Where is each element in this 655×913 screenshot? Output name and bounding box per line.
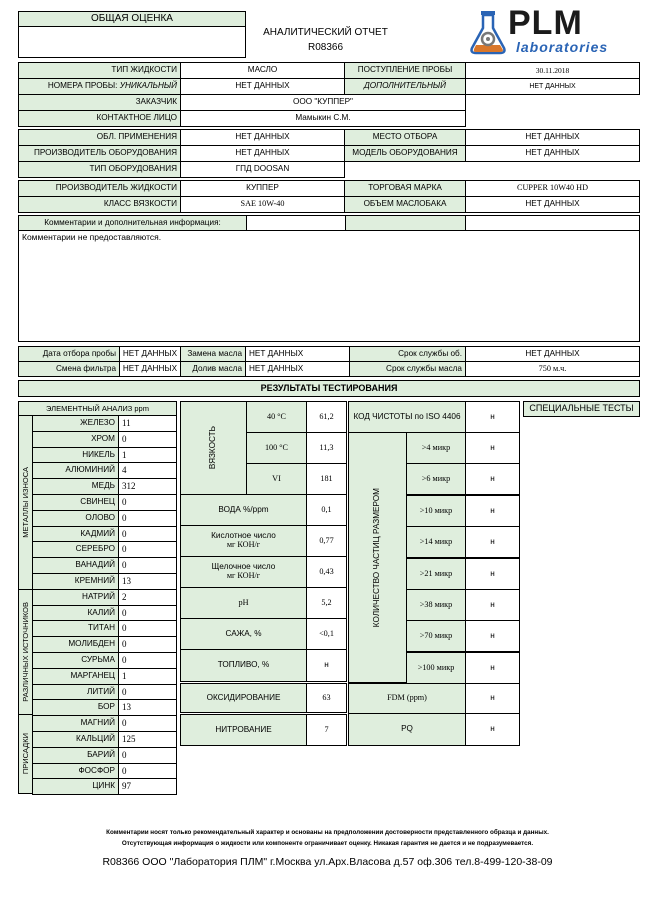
element-value: 2 <box>118 589 177 606</box>
element-name: ФОСФОР <box>32 763 119 780</box>
fdm-label: FDM (ppm) <box>348 683 466 714</box>
oxidation-label: ОКСИДИРОВАНИЕ <box>180 683 307 713</box>
additional-value: НЕТ ДАННЫХ <box>465 78 640 95</box>
special-tests-label: СПЕЦИАЛЬНЫЕ ТЕСТЫ <box>523 401 640 417</box>
logo-subtext: laboratories <box>516 39 609 55</box>
element-value: 0 <box>118 605 177 622</box>
element-value: 0 <box>118 620 177 637</box>
particles-group-text: КОЛИЧЕСТВО ЧАСТИЦ РАЗМЕРОМ <box>372 487 382 628</box>
base-number-value: 0,43 <box>306 556 347 588</box>
element-value: 11 <box>118 415 177 432</box>
particle-size-label: >6 микр <box>406 463 466 495</box>
soot-label: САЖА, % <box>180 618 307 650</box>
element-value: 0 <box>118 684 177 701</box>
ph-label: pH <box>180 587 307 619</box>
customer-value: ООО "КУППЕР" <box>180 94 466 111</box>
vi-value: 181 <box>306 463 347 495</box>
element-value: 0 <box>118 494 177 511</box>
elemental-header: ЭЛЕМЕНТНЫЙ АНАЛИЗ ppm <box>18 401 177 416</box>
particle-count-value: н <box>465 589 520 621</box>
disclaimer-line-2: Отсутствующая информация о жидкости или компоненте ограничивает оценку. Никакая гарантия не дается и не подразумевается. <box>121 839 534 847</box>
element-name: БОР <box>32 699 119 716</box>
element-name: КАДМИЙ <box>32 526 119 543</box>
sample-date-value: НЕТ ДАННЫХ <box>119 346 181 362</box>
element-name: ЖЕЛЕЗО <box>32 415 119 432</box>
base-number-label-1: Щелочное число <box>211 562 276 572</box>
oxidation-value: 63 <box>306 683 347 713</box>
group-wear-metals <box>18 415 33 590</box>
iso-code-value: н <box>465 401 520 433</box>
element-name: КАЛЬЦИЙ <box>32 731 119 748</box>
element-value: 13 <box>118 699 177 716</box>
water-label: ВОДА %/ppm <box>180 494 307 526</box>
element-name: СУРЬМА <box>32 652 119 669</box>
element-value: 0 <box>118 763 177 780</box>
element-name: МОЛИБДЕН <box>32 636 119 653</box>
receipt-value: 30.11.2018 <box>465 62 640 79</box>
particle-size-label: >70 микр <box>406 620 466 652</box>
group-various-sources-text: РАЗЛИЧНЫХ ИСТОЧНИКОВ <box>20 602 30 702</box>
equipment-type-value: ГПД DOOSAN <box>180 161 345 178</box>
oil-volume-value: НЕТ ДАННЫХ <box>465 196 640 213</box>
oil-change-value: НЕТ ДАННЫХ <box>245 346 350 362</box>
oil-volume-label: ОБЪЕМ МАСЛОБАКА <box>344 196 466 213</box>
application-label: ОБЛ. ПРИМЕНЕНИЯ <box>18 129 181 146</box>
soot-value: <0,1 <box>306 618 347 650</box>
element-name: ЦИНК <box>32 778 119 795</box>
particles-group <box>348 432 407 683</box>
equipment-type-label: ТИП ОБОРУДОВАНИЯ <box>18 161 181 178</box>
sample-numbers-label-text: НОМЕРА ПРОБЫ: <box>47 81 118 91</box>
plm-logo <box>466 4 638 58</box>
element-value: 0 <box>118 652 177 669</box>
element-value: 0 <box>118 510 177 527</box>
sample-date-label: Дата отбора пробы <box>18 346 120 362</box>
logo-text: PLM <box>508 4 583 42</box>
element-name: СВИНЕЦ <box>32 494 119 511</box>
oil-topup-label: Долив масла <box>180 361 246 377</box>
element-name: АЛЮМИНИЙ <box>32 462 119 479</box>
customer-label: ЗАКАЗЧИК <box>18 94 181 111</box>
element-value: 97 <box>118 778 177 795</box>
element-name: НИКЕЛЬ <box>32 447 119 464</box>
additional-label-text: ДОПОЛНИТЕЛЬНЫЙ <box>364 81 446 91</box>
element-name: ВАНАДИЙ <box>32 557 119 574</box>
particle-size-label: >38 микр <box>406 589 466 621</box>
group-various-sources <box>18 589 33 715</box>
contact-value: Мамыкин С.М. <box>180 110 466 127</box>
fluid-maker-value: КУППЕР <box>180 180 345 197</box>
comments-label: Комментарии и дополнительная информация: <box>18 215 247 231</box>
fluid-maker-label: ПРОИЗВОДИТЕЛЬ ЖИДКОСТИ <box>18 180 181 197</box>
group-wear-metals-text: МЕТАЛЛЫ ИЗНОСА <box>20 467 30 538</box>
element-name: ХРОМ <box>32 431 119 448</box>
element-value: 0 <box>118 526 177 543</box>
equipment-model-value: НЕТ ДАННЫХ <box>465 145 640 162</box>
element-value: 312 <box>118 478 177 495</box>
ph-value: 5,2 <box>306 587 347 619</box>
element-name: ОЛОВО <box>32 510 119 527</box>
disclaimer-line-1: Комментарии носят только рекомендательный характер и основаны на предположении достоверности представленного образца и данных. <box>106 828 549 836</box>
element-value: 0 <box>118 557 177 574</box>
fdm-value: н <box>465 683 520 714</box>
base-number-label-2: мг КОН/г <box>226 571 261 580</box>
particle-count-value: н <box>465 526 520 558</box>
particle-count-value: н <box>465 620 520 652</box>
particle-count-value: н <box>465 495 520 527</box>
report-number: R08366 <box>307 41 344 53</box>
equipment-life-label: Срок службы об. <box>349 346 466 362</box>
element-value: 13 <box>118 573 177 590</box>
water-value: 0,1 <box>306 494 347 526</box>
brand-value: CUPPER 10W40 HD <box>465 180 640 197</box>
group-additives-text: ПРИСАДКИ <box>20 733 30 775</box>
comments-box: Комментарии не предоставляются. <box>18 230 640 342</box>
receipt-label: ПОСТУПЛЕНИЕ ПРОБЫ <box>344 62 466 79</box>
element-name: МЕДЬ <box>32 478 119 495</box>
particle-count-value: н <box>465 463 520 495</box>
oil-life-value: 750 м.ч. <box>465 361 640 377</box>
element-name: КАЛИЙ <box>32 605 119 622</box>
fuel-value: н <box>306 649 347 682</box>
particle-size-label: >4 микр <box>406 432 466 464</box>
element-value: 1 <box>118 668 177 685</box>
element-value: 4 <box>118 462 177 479</box>
viscosity-class-label: КЛАСС ВЯЗКОСТИ <box>18 196 181 213</box>
element-value: 0 <box>118 636 177 653</box>
equipment-model-label: МОДЕЛЬ ОБОРУДОВАНИЯ <box>344 145 466 162</box>
nitration-label: НИТРОВАНИЕ <box>180 714 307 746</box>
base-number-label <box>180 556 307 588</box>
acid-number-label <box>180 525 307 557</box>
acid-number-value: 0,77 <box>306 525 347 557</box>
visc-40-value: 61,2 <box>306 401 347 433</box>
visc-100-value: 11,3 <box>306 432 347 464</box>
element-name: БАРИЙ <box>32 747 119 764</box>
fuel-label: ТОПЛИВО, % <box>180 649 307 682</box>
contact-label: КОНТАКТНОЕ ЛИЦО <box>18 110 181 127</box>
equipment-life-value: НЕТ ДАННЫХ <box>465 346 640 362</box>
element-value: 0 <box>118 747 177 764</box>
visc-40-label: 40 °С <box>246 401 307 433</box>
visc-100-label: 100 °С <box>246 432 307 464</box>
oil-topup-value: НЕТ ДАННЫХ <box>245 361 350 377</box>
viscosity-group-text: ВЯЗКОСТЬ <box>208 426 218 470</box>
overall-rating-value <box>18 26 246 58</box>
flask-icon <box>466 8 510 56</box>
vi-label: VI <box>246 463 307 495</box>
particle-count-value: н <box>465 652 520 684</box>
filter-change-label: Смена фильтра <box>18 361 120 377</box>
lab-address: R08366 ООО "Лаборатория ПЛМ" г.Москва ул.Арх.Власова д.57 оф.306 тел.8-499-120-38-09 <box>102 856 553 869</box>
particle-size-label: >14 микр <box>406 526 466 558</box>
acid-number-label-2: мг КОН/г <box>226 540 261 549</box>
pq-label: PQ <box>348 713 466 746</box>
filter-change-value: НЕТ ДАННЫХ <box>119 361 181 377</box>
element-name: СЕРЕБРО <box>32 541 119 558</box>
element-name: МАГНИЙ <box>32 715 119 732</box>
overall-rating-label: ОБЩАЯ ОЦЕНКА <box>18 11 246 27</box>
nitration-value: 7 <box>306 714 347 746</box>
element-name: ЛИТИЙ <box>32 684 119 701</box>
comments-spacer-2 <box>345 215 466 231</box>
particle-count-value: н <box>465 558 520 590</box>
particle-size-label: >100 микр <box>406 652 466 684</box>
unique-label: УНИКАЛЬНЫЙ <box>119 81 177 91</box>
particle-size-label: >10 микр <box>406 495 466 527</box>
element-name: НАТРИЙ <box>32 589 119 606</box>
element-value: 0 <box>118 431 177 448</box>
viscosity-group <box>180 401 247 495</box>
element-name: ТИТАН <box>32 620 119 637</box>
group-additives <box>18 714 33 794</box>
results-title: РЕЗУЛЬТАТЫ ТЕСТИРОВАНИЯ <box>18 380 640 397</box>
application-value: НЕТ ДАННЫХ <box>180 129 345 146</box>
iso-code-label: КОД ЧИСТОТЫ по ISO 4406 <box>348 401 466 433</box>
oil-change-label: Замена масла <box>180 346 246 362</box>
particle-size-label: >21 микр <box>406 558 466 590</box>
comments-spacer <box>246 215 346 231</box>
fluid-type-label: ТИП ЖИДКОСТИ <box>18 62 181 79</box>
additional-label <box>344 78 466 95</box>
equipment-maker-label: ПРОИЗВОДИТЕЛЬ ОБОРУДОВАНИЯ <box>18 145 181 162</box>
report-title: АНАЛИТИЧЕСКИЙ ОТЧЕТ <box>263 26 388 38</box>
sample-numbers-value: НЕТ ДАННЫХ <box>180 78 345 95</box>
element-name: МАРГАНЕЦ <box>32 668 119 685</box>
element-name: КРЕМНИЙ <box>32 573 119 590</box>
acid-number-label-1: Кислотное число <box>211 531 276 541</box>
sample-numbers-label <box>18 78 181 95</box>
oil-life-label: Срок службы масла <box>349 361 466 377</box>
sampling-point-label: МЕСТО ОТБОРА <box>344 129 466 146</box>
element-value: 1 <box>118 447 177 464</box>
element-value: 0 <box>118 715 177 732</box>
comments-spacer-3 <box>465 215 640 231</box>
sampling-point-value: НЕТ ДАННЫХ <box>465 129 640 146</box>
element-value: 0 <box>118 541 177 558</box>
element-value: 125 <box>118 731 177 748</box>
viscosity-class-value: SAE 10W-40 <box>180 196 345 213</box>
brand-label: ТОРГОВАЯ МАРКА <box>344 180 466 197</box>
particle-count-value: н <box>465 432 520 464</box>
pq-value: н <box>465 713 520 746</box>
fluid-type-value: МАСЛО <box>180 62 345 79</box>
equipment-maker-value: НЕТ ДАННЫХ <box>180 145 345 162</box>
